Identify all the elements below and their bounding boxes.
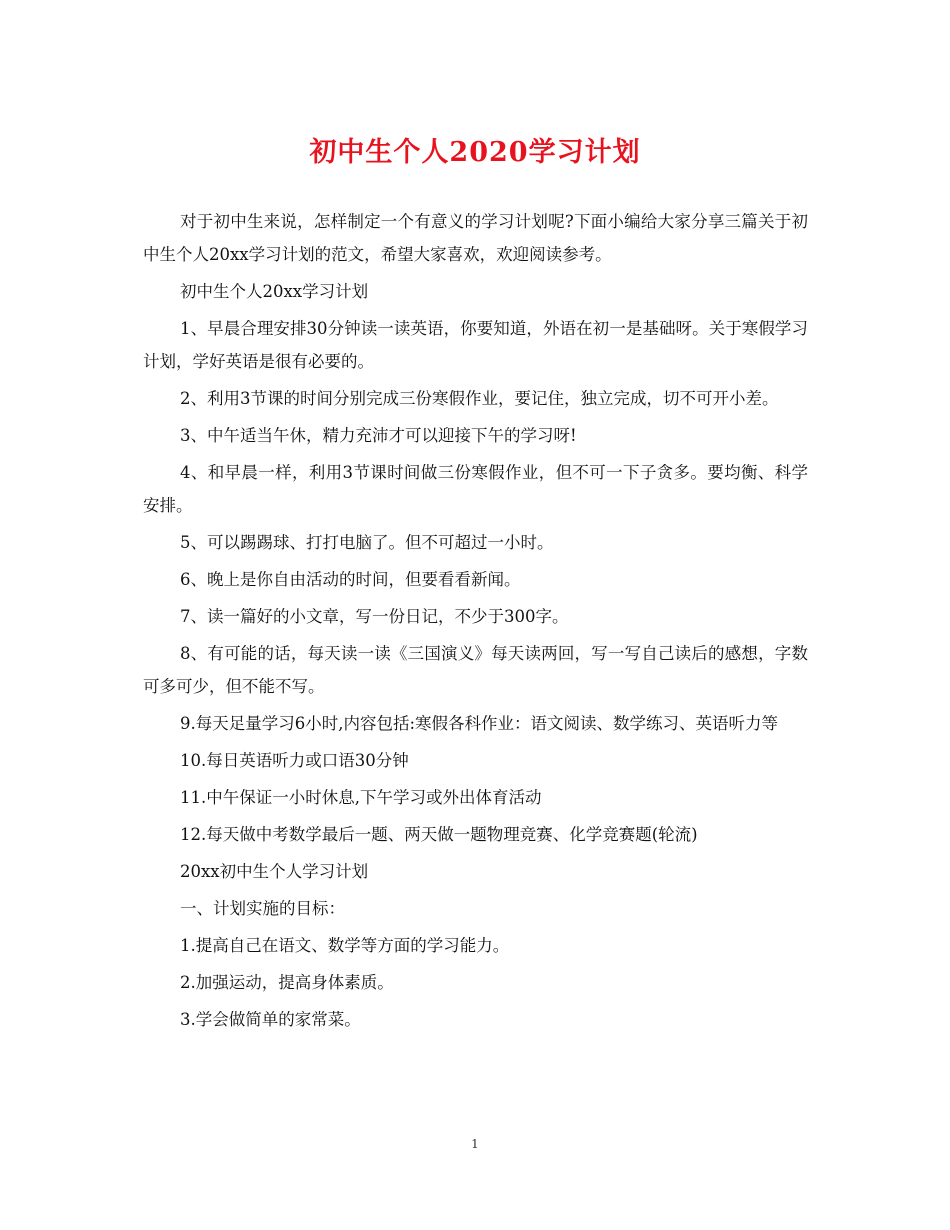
document-title: 初中生个人2020学习计划: [309, 137, 641, 168]
paragraph-item: 10.每日英语听力或口语30分钟: [180, 751, 409, 770]
paragraph-item: 3、中午适当午休，精力充沛才可以迎接下午的学习呀!: [180, 426, 577, 445]
paragraph-item: 2、利用3节课的时间分别完成三份寒假作业，要记住，独立完成，切不可开小差。: [180, 389, 779, 408]
section-heading: 20xx初中生个人学习计划: [180, 862, 369, 881]
paragraph-item: 11.中午保证一小时休息,下午学习或外出体育活动: [180, 788, 542, 807]
paragraph-item: 6、晚上是你自由活动的时间，但要看看新闻。: [180, 570, 521, 589]
paragraph-item: 3.学会做简单的家常菜。: [180, 1010, 361, 1029]
section-heading: 初中生个人20xx学习计划: [180, 282, 369, 301]
paragraph-item: 9.每天足量学习6小时,内容包括:寒假各科作业：语文阅读、数学练习、英语听力等: [180, 714, 779, 733]
paragraph-item: 12.每天做中考数学最后一题、两天做一题物理竞赛、化学竞赛题(轮流): [180, 825, 698, 844]
paragraph-item: 8、有可能的话，每天读一读《三国演义》每天读两回，写一写自己读后的感想，字数可多可少，但不能不写。: [143, 644, 808, 696]
paragraph-item: 4、和早晨一样，利用3节课时间做三份寒假作业，但不可一下子贪多。要均衡、科学安排。: [143, 463, 808, 515]
document-body: [143, 205, 808, 1040]
subsection-heading: 一、计划实施的目标：: [180, 899, 345, 918]
paragraph-item: 5、可以踢踢球、打打电脑了。但不可超过一小时。: [180, 533, 554, 552]
paragraph-item: 1、早晨合理安排30分钟读一读英语，你要知道，外语在初一是基础呀。关于寒假学习计划，学好英语是很有必要的。: [143, 319, 808, 371]
paragraph-item: 1.提高自己在语文、数学等方面的学习能力。: [180, 936, 510, 955]
paragraph-item: 7、读一篇好的小文章，写一份日记，不少于300字。: [180, 607, 569, 626]
page-number: 1: [471, 1137, 479, 1151]
paragraph-intro: 对于初中生来说，怎样制定一个有意义的学习计划呢?下面小编给大家分享三篇关于初中生个人20xx学习计划的范文，希望大家喜欢，欢迎阅读参考。: [143, 212, 808, 264]
paragraph-item: 2.加强运动，提高身体素质。: [180, 973, 394, 992]
